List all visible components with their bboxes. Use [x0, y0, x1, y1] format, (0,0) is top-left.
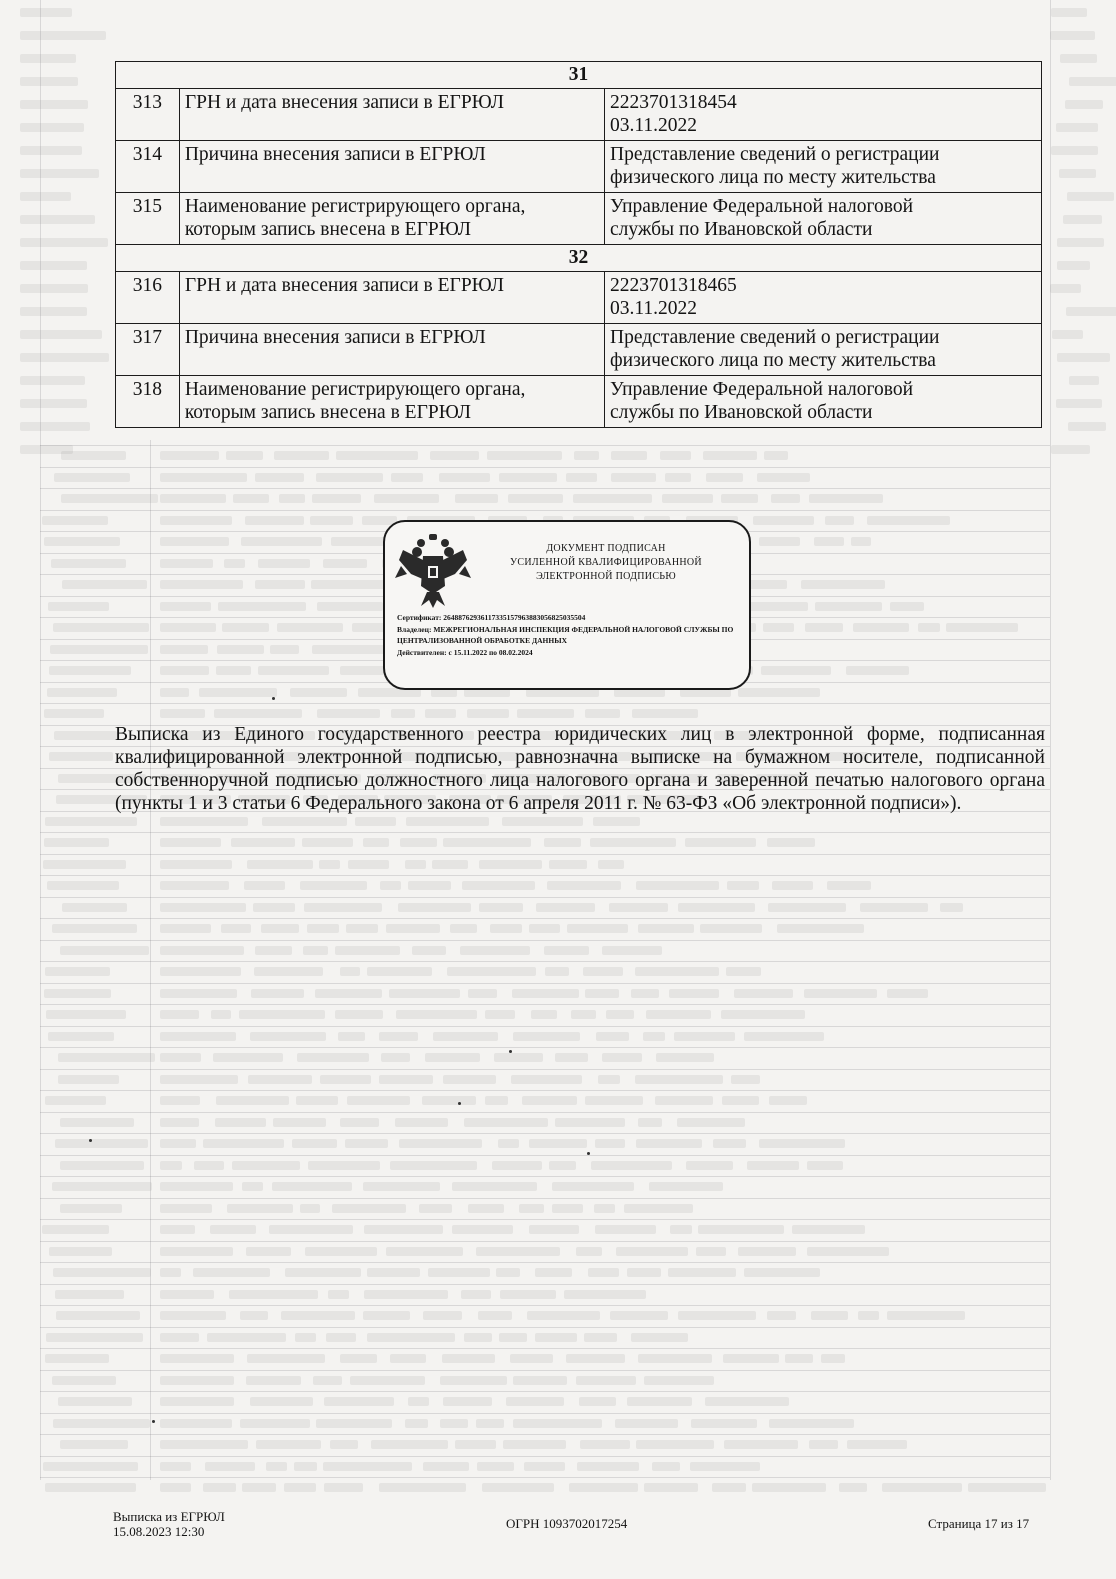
scan-speck — [272, 697, 275, 700]
row-number: 315 — [116, 193, 180, 245]
owner-name: МЕЖРЕГИОНАЛЬНАЯ ИНСПЕКЦИЯ ФЕДЕРАЛЬНОЙ НАЛОГОВОЙ СЛУЖБЫ ПО ЦЕНТРАЛИЗОВАННОЙ ОБРАБОТКЕ ДАННЫХ — [397, 624, 734, 645]
scan-speck — [587, 1152, 590, 1155]
field-name: ГРН и дата внесения записи в ЕГРЮЛ — [179, 89, 604, 141]
field-value — [605, 376, 1042, 428]
field-name: Причина внесения записи в ЕГРЮЛ — [179, 141, 604, 193]
field-value-line: физического лица по месту жительства — [610, 167, 936, 188]
section-number: 32 — [116, 245, 1042, 272]
double-headed-eagle-emblem-icon — [393, 530, 473, 610]
section-number: 31 — [116, 62, 1042, 89]
field-value — [605, 89, 1042, 141]
field-value-line: физического лица по месту жительства — [610, 350, 936, 371]
field-value — [605, 193, 1042, 245]
field-value-line: Управление Федеральной налоговой — [610, 379, 914, 400]
field-value-line: 03.11.2022 — [610, 298, 698, 319]
stamp-heading — [481, 542, 731, 584]
field-value-line: 2223701318454 — [610, 92, 737, 113]
field-value-line: 2223701318465 — [610, 275, 737, 296]
stamp-heading-line: ДОКУМЕНТ ПОДПИСАН — [546, 543, 666, 554]
owner-label: Владелец: — [397, 624, 432, 634]
row-number: 316 — [116, 272, 180, 324]
section-header-row — [116, 245, 1042, 272]
row-number: 317 — [116, 324, 180, 376]
footer-datetime: 15.08.2023 12:30 — [113, 1524, 205, 1539]
field-name: Наименование регистрирующего органа, которым запись внесена в ЕГРЮЛ — [179, 376, 604, 428]
row-number: 318 — [116, 376, 180, 428]
row-number: 313 — [116, 89, 180, 141]
field-value-line: службы по Ивановской области — [610, 402, 873, 423]
table-row — [116, 272, 1042, 324]
field-value — [605, 324, 1042, 376]
validity-period: с 15.11.2022 по 08.02.2024 — [448, 647, 533, 657]
field-value-line: Представление сведений о регистрации — [610, 327, 940, 348]
table-row — [116, 376, 1042, 428]
footer-ogrn: ОГРН 1093702017254 — [506, 1516, 628, 1531]
table-row — [116, 193, 1042, 245]
field-value-line: службы по Ивановской области — [610, 219, 873, 240]
electronic-signature-stamp — [383, 520, 751, 690]
field-value-line: 03.11.2022 — [610, 115, 698, 136]
certificate-number: 26488762936117335157963883056825035504 — [443, 613, 586, 622]
stamp-heading-line: УСИЛЕННОЙ КВАЛИФИЦИРОВАННОЙ — [510, 557, 702, 568]
scan-speck — [458, 1102, 461, 1105]
table-row — [116, 141, 1042, 193]
certificate-label: Сертификат: — [397, 613, 442, 622]
table-row — [116, 89, 1042, 141]
scan-speck — [509, 1050, 512, 1053]
field-name: Наименование регистрирующего органа, которым запись внесена в ЕГРЮЛ — [179, 193, 604, 245]
stamp-owner-row — [397, 624, 743, 647]
field-value-line: Управление Федеральной налоговой — [610, 196, 914, 217]
scan-speck — [152, 1420, 155, 1423]
field-value — [605, 272, 1042, 324]
footer-page-number: Страница 17 из 17 — [928, 1516, 1030, 1531]
footer-doc-title: Выписка из ЕГРЮЛ — [113, 1509, 225, 1524]
stamp-details — [397, 612, 743, 658]
legal-notice-paragraph: Выписка из Единого государственного реестра юридических лиц в электронной форме, подписанная квалифицированной электронной подписью, равнозначна выписке на бумажном носителе, подписанной собственноручной подписью должностного лица налогового органа и заверенной печатью налогового органа (пункты 1 и 3 статьи 6 Федерального закона от 6 апреля 2011 г. № 63-ФЗ «Об электронной подписи»). — [115, 724, 1045, 814]
registry-records-table — [115, 61, 1042, 428]
stamp-heading-line: ЭЛЕКТРОННОЙ ПОДПИСЬЮ — [536, 571, 676, 582]
table-row — [116, 324, 1042, 376]
scan-speck — [89, 1139, 92, 1142]
footer-document-info — [113, 1509, 225, 1539]
stamp-validity-row — [397, 647, 743, 659]
stamp-certificate-row — [397, 612, 743, 624]
section-header-row — [116, 62, 1042, 89]
field-value — [605, 141, 1042, 193]
field-name: ГРН и дата внесения записи в ЕГРЮЛ — [179, 272, 604, 324]
field-value-line: Представление сведений о регистрации — [610, 144, 940, 165]
validity-label: Действителен: — [397, 647, 447, 657]
field-name: Причина внесения записи в ЕГРЮЛ — [179, 324, 604, 376]
row-number: 314 — [116, 141, 180, 193]
